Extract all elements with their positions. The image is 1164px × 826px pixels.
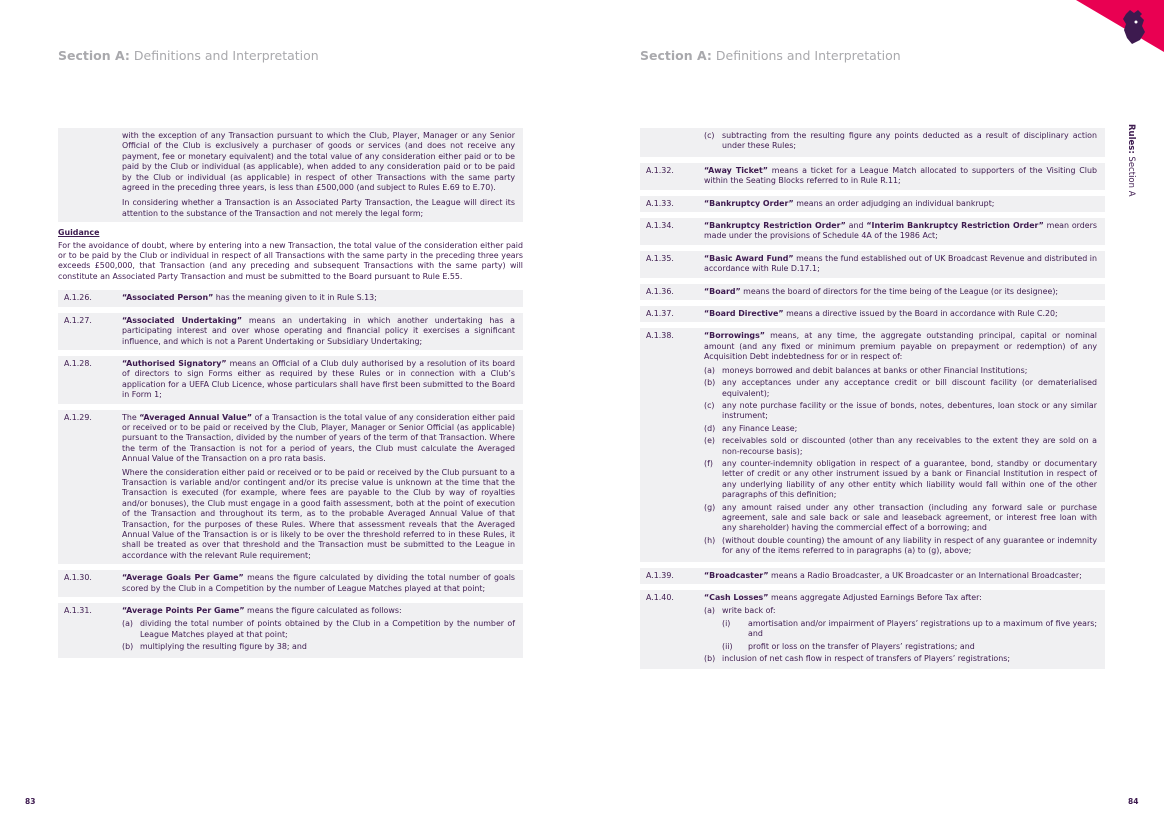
- rule-a-1-34: A.1.34. “Bankruptcy Restriction Order” and “Interim Bankruptcy Restriction Order” mean orders made under the provisions of Schedule 4A of the 1986 Act;: [640, 218, 1105, 245]
- right-page-header: [640, 48, 901, 63]
- list-item: (b) inclusion of net cash flow in respect of transfers of Players’ registrations;: [704, 654, 1011, 664]
- rule-a-1-32: A.1.32. “Away Ticket” means a ticket for a League Match allocated to supporters of the Visiting Club within the Seating Blocks referred to in Rule R.11;: [640, 163, 1105, 190]
- rule-a-1-35: A.1.35. “Basic Award Fund” means the fund established out of UK Broadcast Revenue and distributed in accordance with Rule D.17.1;: [640, 251, 1105, 278]
- list-item: (e) receivables sold or discounted (other than any receivables to the extent they are sold on a non-recourse basis);: [704, 436, 1097, 456]
- header-section-label: Section A:: [58, 48, 130, 63]
- list-item: (c) subtracting from the resulting figure any points deducted as a result of disciplinary action under these Rules;: [704, 131, 1097, 151]
- list-item: (f) any counter-indemnity obligation in respect of a guarantee, bond, standby or documentary letter of credit or any other instrument issued by a bank or Financial Institution in respect of any underlying liability of any other entity which liability would fall within one of the other paragraphs of this definition;: [704, 458, 1097, 500]
- rule-a-1-31-continued: [640, 128, 1105, 157]
- rule-a-1-40: A.1.40. “Cash Losses” means aggregate Adjusted Earnings Before Tax after: (a) write back of: (i) amortisation and/or impairment of Players’ registrations up to a maximum of five years; and (ii) profit or loss on the transfer of Players’ registrations; and (b) inclusion of net cash flow in respect of transfers of Players’ registrations;: [640, 590, 1105, 669]
- list-item: (a) moneys borrowed and debit balances at banks or other Financial Institutions;: [704, 365, 1028, 375]
- list-item: (b) multiplying the resulting figure by 38; and: [122, 642, 307, 652]
- header-section-title: Definitions and Interpretation: [711, 48, 901, 63]
- list-item: (c) any note purchase facility or the issue of bonds, notes, debentures, loan stock or any similar instrument;: [704, 400, 1097, 421]
- header-section-title: Definitions and Interpretation: [129, 48, 319, 63]
- rule-a-1-26: A.1.26. “Associated Person” has the meaning given to it in Rule S.13;: [58, 290, 523, 306]
- list-item: (a) dividing the total number of points obtained by the Club in a Competition by the number of League Matches played at that point;: [122, 619, 515, 639]
- guidance-heading: Guidance: [58, 228, 100, 238]
- guidance-note: [58, 228, 523, 282]
- list-item: (b) any acceptances under any acceptance credit or bill discount facility (or dematerialised equivalent);: [704, 378, 1097, 398]
- rule-a-1-37: A.1.37. “Board Directive” means a directive issued by the Board in accordance with Rule C.20;: [640, 306, 1105, 322]
- guidance-text: For the avoidance of doubt, where by entering into a new Transaction, the total value of the consideration either paid or to be paid by the Club or individual in respect of all Transactions with the same party in the preceding three years exceeds £500,000, that Transaction (and any preceding and subsequent Transactions with the same party) will constitute an Associated Party Transaction and must be submitted to the Board pursuant to Rule E.55.: [58, 240, 523, 281]
- premier-league-lion-icon: [1120, 10, 1148, 44]
- rule-a-1-28: A.1.28. “Authorised Signatory” means an Official of a Club duly authorised by a resolution of its board of directors to sign Forms either as required by these Rules or in connection with a Club’s application for a UEFA Club Licence, whose particulars shall have first been submitted to the Board in Form 1;: [58, 356, 523, 404]
- header-section-label: Section A:: [640, 48, 712, 63]
- list-item: (d) any Finance Lease;: [704, 423, 798, 433]
- rule-a-1-29: A.1.29. The “Averaged Annual Value” of a Transaction is the total value of any consideration either paid or received or to be paid or received by the Club, Player, Manager or Senior Official (as applicable) pursuant to the Transaction, divided by the number of years of the term of that Transaction. Where the term of the Transaction is not for a period of years, the Club must calculate the Averaged Annual Value of the Transaction on a pro rata basis. Where the consideration either paid or received or to be paid or received by the Club pursuant to a Transaction is variable and/or contingent and/or its precise value is unknown at the time that the Transaction is executed (for example, where fees are payable to the Club by way of royalties and/or bonuses), the Club must engage in a good faith assessment, both at the point of execution of the Transaction and throughout its term, as to the probable Averaged Annual Value of that Transaction, for the purposes of these Rules. Where that assessment reveals that the Averaged Annual Value of the Transaction is or is likely to be over the threshold referred to in these Rules, it shall be treated as over that threshold and the Transaction must be submitted to the League in accordance with the relevant Rule requirement;: [58, 410, 523, 565]
- list-item: (a) write back of:: [704, 606, 776, 616]
- rule-a-1-27: A.1.27. “Associated Undertaking” means an undertaking in which another undertaking has a participating interest and over whose operating and financial policy it exercises a significant influence, and which is not a Parent Undertaking or Subsidiary Undertaking;: [58, 313, 523, 350]
- rule-a-1-38: A.1.38. “Borrowings” means, at any time, the aggregate outstanding principal, capital or nominal amount (and any fixed or minimum premium payable on prepayment or redemption) of any Acquisition Debt indebtedness for or in respect of: (a) moneys borrowed and debit balances at banks or other Financial Institutions; (b) any acceptances under any acceptance credit or bill discount facility (or dematerialised equivalent); (c) any note purchase facility or the issue of bonds, notes, debentures, loan stock or any similar instrument; (d) any Finance Lease; (e) receivables sold or discounted (other than any receivables to the extent they are sold on a non-recourse basis); (f) any counter-indemnity obligation in respect of a guarantee, bond, standby or documentary letter of credit or any other instrument issued by a bank or Financial Institution in respect of any underlying liability of any other entity which liability would fall within one of the other paragraphs of this definition; (g) any amount raised under any other transaction (including any forward sale or purchase agreement, sale and sale back or sale and leaseback agreement, or interest free loan with any shareholder) having the commercial effect of a borrowing; and (h) (without double counting) the amount of any liability in respect of any guarantee or indemnity for any of the items referred to in paragraphs (a) to (g), above;: [640, 328, 1105, 561]
- list-item: (g) any amount raised under any other transaction (including any forward sale or purchase agreement, sale and sale back or sale and leaseback agreement, or interest free loan with any shareholder) having the commercial effect of a borrowing; and: [704, 502, 1097, 533]
- rule-a-1-31: A.1.31. “Average Points Per Game” means the figure calculated as follows: (a) dividing the total number of points obtained by the Club in a Competition by the number of League Matches played at that point; (b) multiplying the resulting figure by 38; and: [58, 603, 523, 658]
- list-item: (h) (without double counting) the amount of any liability in respect of any guarantee or indemnity for any of the items referred to in paragraphs (a) to (g), above;: [704, 535, 1097, 556]
- right-page-number: 84: [1128, 797, 1139, 806]
- rule-a-1-39: A.1.39. “Broadcaster” means a Radio Broadcaster, a UK Broadcaster or an International Broadcaster;: [640, 568, 1105, 584]
- continued-definition: with the exception of any Transaction pursuant to which the Club, Player, Manager or any Senior Official of the Club is exclusively a purchaser of goods or services (and does not receive any payment, fee or monetary equivalent) and the total value of any consideration either paid or to be paid by the Club or individual (as applicable), when added to any consideration paid or to be paid by the Club or individual (as applicable) in respect of other Transactions with the same party agreed in the preceding three years, is less than £500,000 (and subject to Rules E.69 to E.70). In considering whether a Transaction is an Associated Party Transaction, the League will direct its attention to the substance of the Transaction and not merely the legal form;: [58, 128, 523, 222]
- list-item: (ii) profit or loss on the transfer of Players’ registrations; and: [722, 641, 975, 651]
- rule-a-1-30: A.1.30. “Average Goals Per Game” means the figure calculated by dividing the total number of goals scored by the Club in a Competition by the number of League Matches played at that point;: [58, 570, 523, 597]
- left-page-number: 83: [25, 797, 36, 806]
- left-page-header: [58, 48, 319, 63]
- right-column: [640, 128, 1105, 675]
- side-section-label: Rules: Section A: [1126, 124, 1136, 197]
- rule-a-1-33: A.1.33. “Bankruptcy Order” means an order adjudging an individual bankrupt;: [640, 196, 1105, 212]
- rule-a-1-36: A.1.36. “Board” means the board of directors for the time being of the League (or its designee);: [640, 284, 1105, 300]
- left-column: [58, 128, 523, 664]
- list-item: (i) amortisation and/or impairment of Players’ registrations up to a maximum of five years; and: [722, 618, 1097, 639]
